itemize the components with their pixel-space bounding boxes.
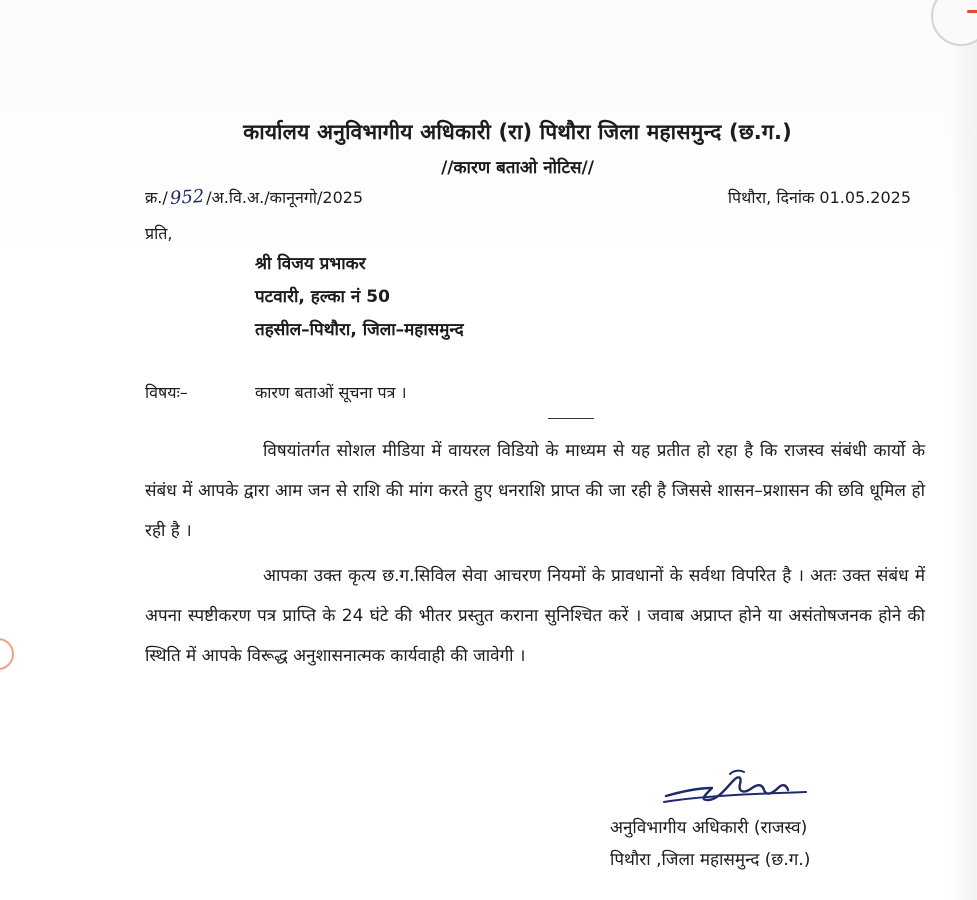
- signatory-designation: अनुविभागीय अधिकारी (राजस्व): [610, 818, 808, 838]
- body-paragraph-1: विषयांतर्गत सोशल मीडिया में वायरल विडियो के माध्यम से यह प्रतीत हो रहा है कि राजस्व संबंधी कार्यो के संबंध में आपके द्वारा आम जन से राशि की मांग करते हुए धनराशि प्राप्त की जा रही है जिससे शासन–प्रशासन की छवि धूमिल हो रही है ।: [145, 441, 925, 541]
- body-paragraph-2: आपका उक्त कृत्य छ.ग.सिविल सेवा आचरण नियमों के प्रावधानों के सर्वथा विपरित है । अतः उक्त संबंध में अपना स्पष्टीकरण पत्र प्राप्ति के 24 घंटे की भीतर प्रस्तुत कराना सुनिश्चित करें । जवाब अप्राप्त होने या असंतोषजनक होने की स्थिति में आपके विरूद्ध अनुशासनात्मक कार्यवाही की जावेगी ।: [145, 566, 925, 666]
- officer-signature: [660, 766, 810, 808]
- addressee-designation: पटवारी, हल्का नं 50: [255, 287, 390, 307]
- to-label: प्रति,: [145, 224, 173, 243]
- handwritten-reference-number: 952: [169, 185, 205, 210]
- viewer-corner-button[interactable]: [931, 0, 977, 46]
- addressee-location: तहसील–पिथौरा, जिला–महासमुन्द: [255, 320, 464, 340]
- signatory-block: [610, 812, 810, 876]
- office-title: कार्यालय अनुविभागीय अधिकारी (रा) पिथौरा जिला महासमुन्द (छ.ग.): [243, 120, 792, 144]
- reference-number: [145, 186, 363, 208]
- signatory-location: पिथौरा ,जिला महासमुन्द (छ.ग.): [610, 850, 811, 870]
- addressee-name: श्री विजय प्रभाकर: [255, 254, 366, 274]
- reference-prefix: क्र./: [145, 188, 168, 207]
- viewer-side-handle[interactable]: [0, 638, 14, 670]
- separator-line: [548, 418, 594, 419]
- reference-suffix: /अ.वि.अ./कानूनगो/2025: [206, 188, 364, 207]
- minus-icon: [967, 10, 977, 13]
- subject-text: कारण बताओं सूचना पत्र ।: [255, 383, 407, 402]
- subject-label: विषयः–: [145, 383, 188, 402]
- place-and-date: पिथौरा, दिनांक 01.05.2025: [727, 188, 911, 207]
- notice-type-heading: //कारण बताओ नोटिस//: [441, 158, 594, 178]
